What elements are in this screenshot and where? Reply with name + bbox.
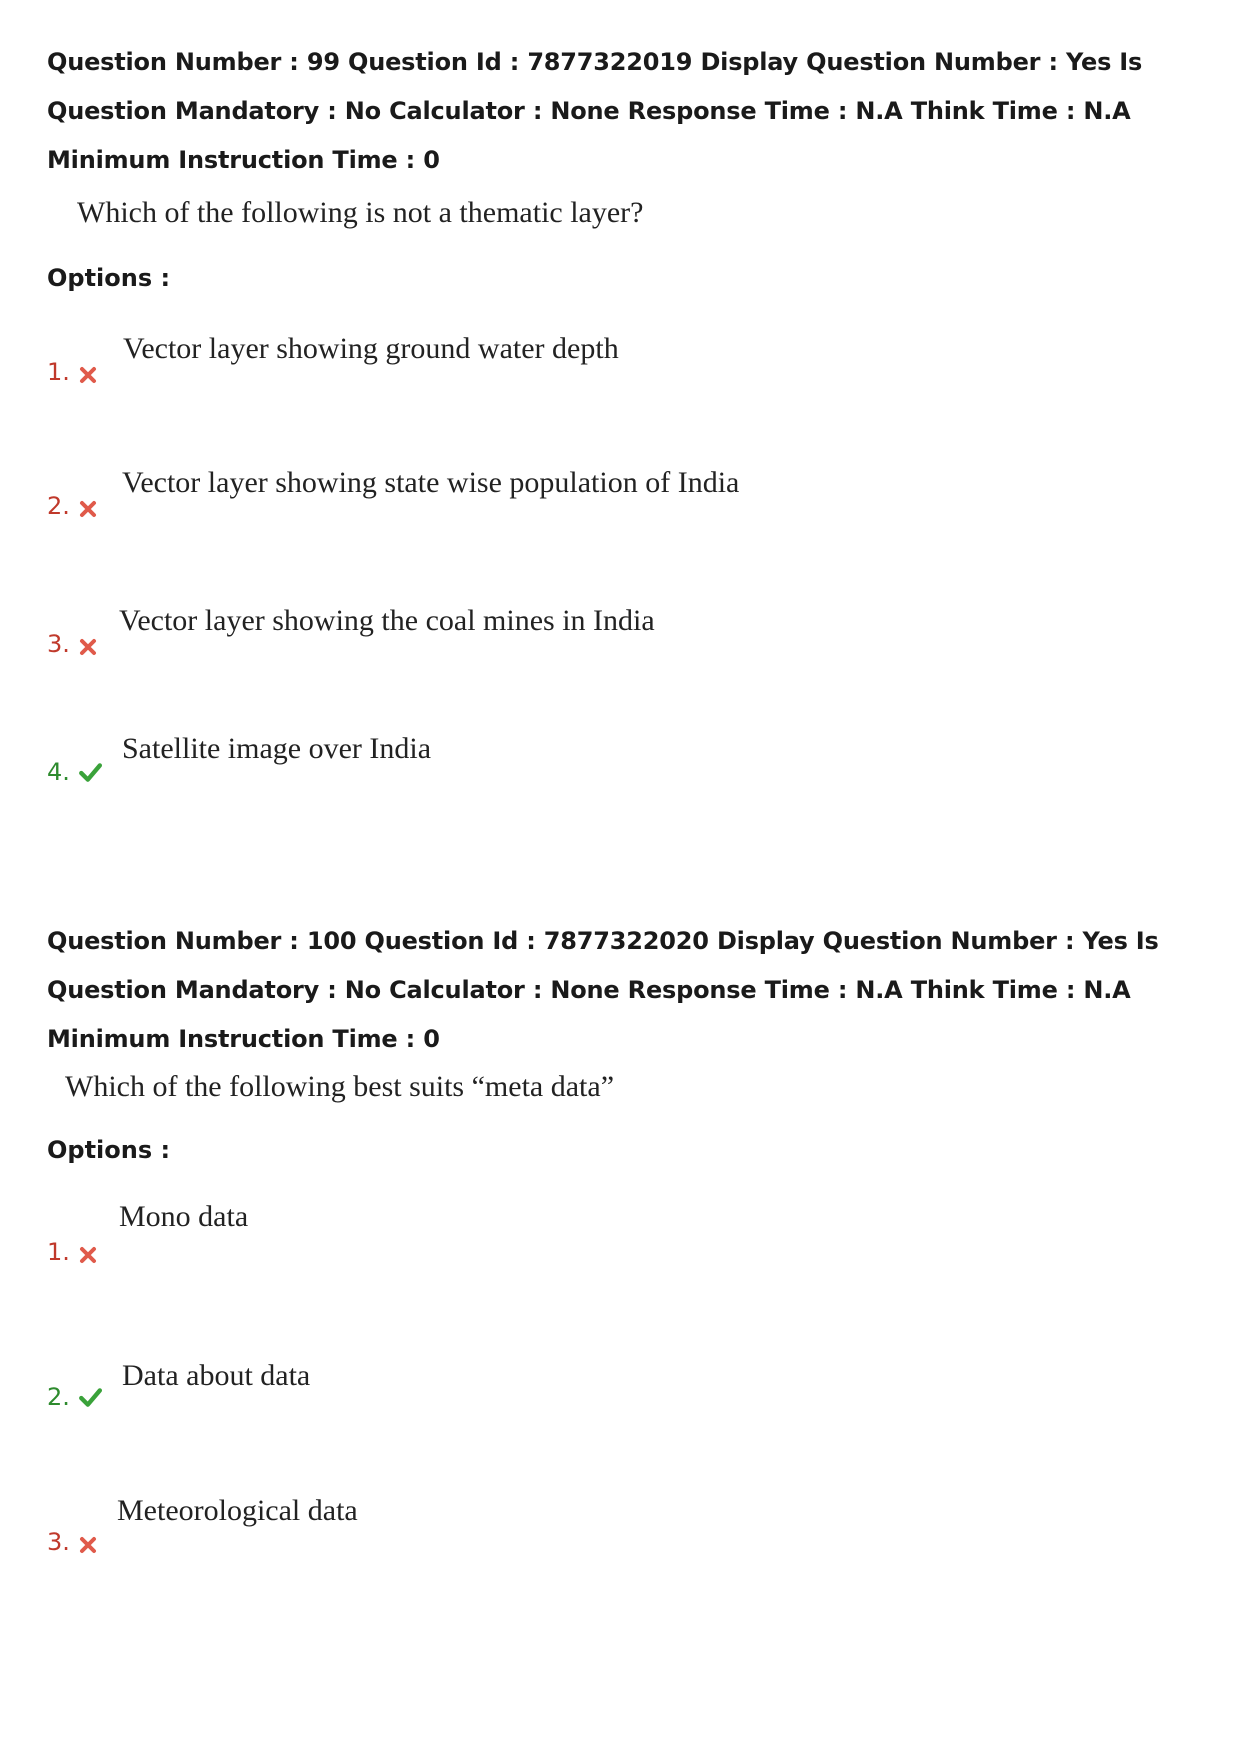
check-icon xyxy=(77,760,103,784)
option-text: Vector layer showing state wise population of India xyxy=(122,466,740,499)
option-number: 1. xyxy=(47,358,70,386)
option-text: Vector layer showing ground water depth xyxy=(123,332,619,365)
options-label: Options : xyxy=(47,1136,171,1164)
option-number: 3. xyxy=(47,630,70,658)
option-number: 1. xyxy=(47,1238,70,1266)
cross-icon xyxy=(77,1534,99,1556)
question-stem: Which of the following best suits “meta data” xyxy=(65,1070,615,1103)
question-stem: Which of the following is not a thematic layer? xyxy=(77,196,644,229)
check-icon xyxy=(77,1385,103,1409)
question-header: Question Number : 99 Question Id : 7877322019 Display Question Number : Yes Is Question Mandatory : No Calculator : None Response Time : N.A Think Time : N.A Minimum Instruction Time : 0 xyxy=(47,48,1143,174)
option-item xyxy=(47,466,1147,534)
option-text: Data about data xyxy=(122,1359,311,1392)
option-item xyxy=(47,332,1147,400)
cross-icon xyxy=(77,636,99,658)
option-item xyxy=(47,1494,1147,1570)
option-number: 2. xyxy=(47,492,70,520)
option-item xyxy=(47,1359,1147,1425)
option-number: 3. xyxy=(47,1528,70,1556)
option-item xyxy=(47,604,1147,672)
cross-icon xyxy=(77,1244,99,1266)
options-label: Options : xyxy=(47,264,171,292)
cross-icon xyxy=(77,498,99,520)
question-header: Question Number : 100 Question Id : 7877322020 Display Question Number : Yes Is Question Mandatory : No Calculator : None Response Time : N.A Think Time : N.A Minimum Instruction Time : 0 xyxy=(47,927,1159,1053)
option-text: Mono data xyxy=(119,1200,249,1233)
option-number: 2. xyxy=(47,1383,70,1411)
option-text: Satellite image over India xyxy=(122,732,432,765)
option-item xyxy=(47,732,1147,800)
option-item xyxy=(47,1200,1147,1280)
question-block xyxy=(47,38,1207,185)
question-block xyxy=(47,917,1207,1064)
option-text: Meteorological data xyxy=(117,1494,358,1527)
option-text: Vector layer showing the coal mines in India xyxy=(119,604,655,637)
option-number: 4. xyxy=(47,758,70,786)
cross-icon xyxy=(77,364,99,386)
